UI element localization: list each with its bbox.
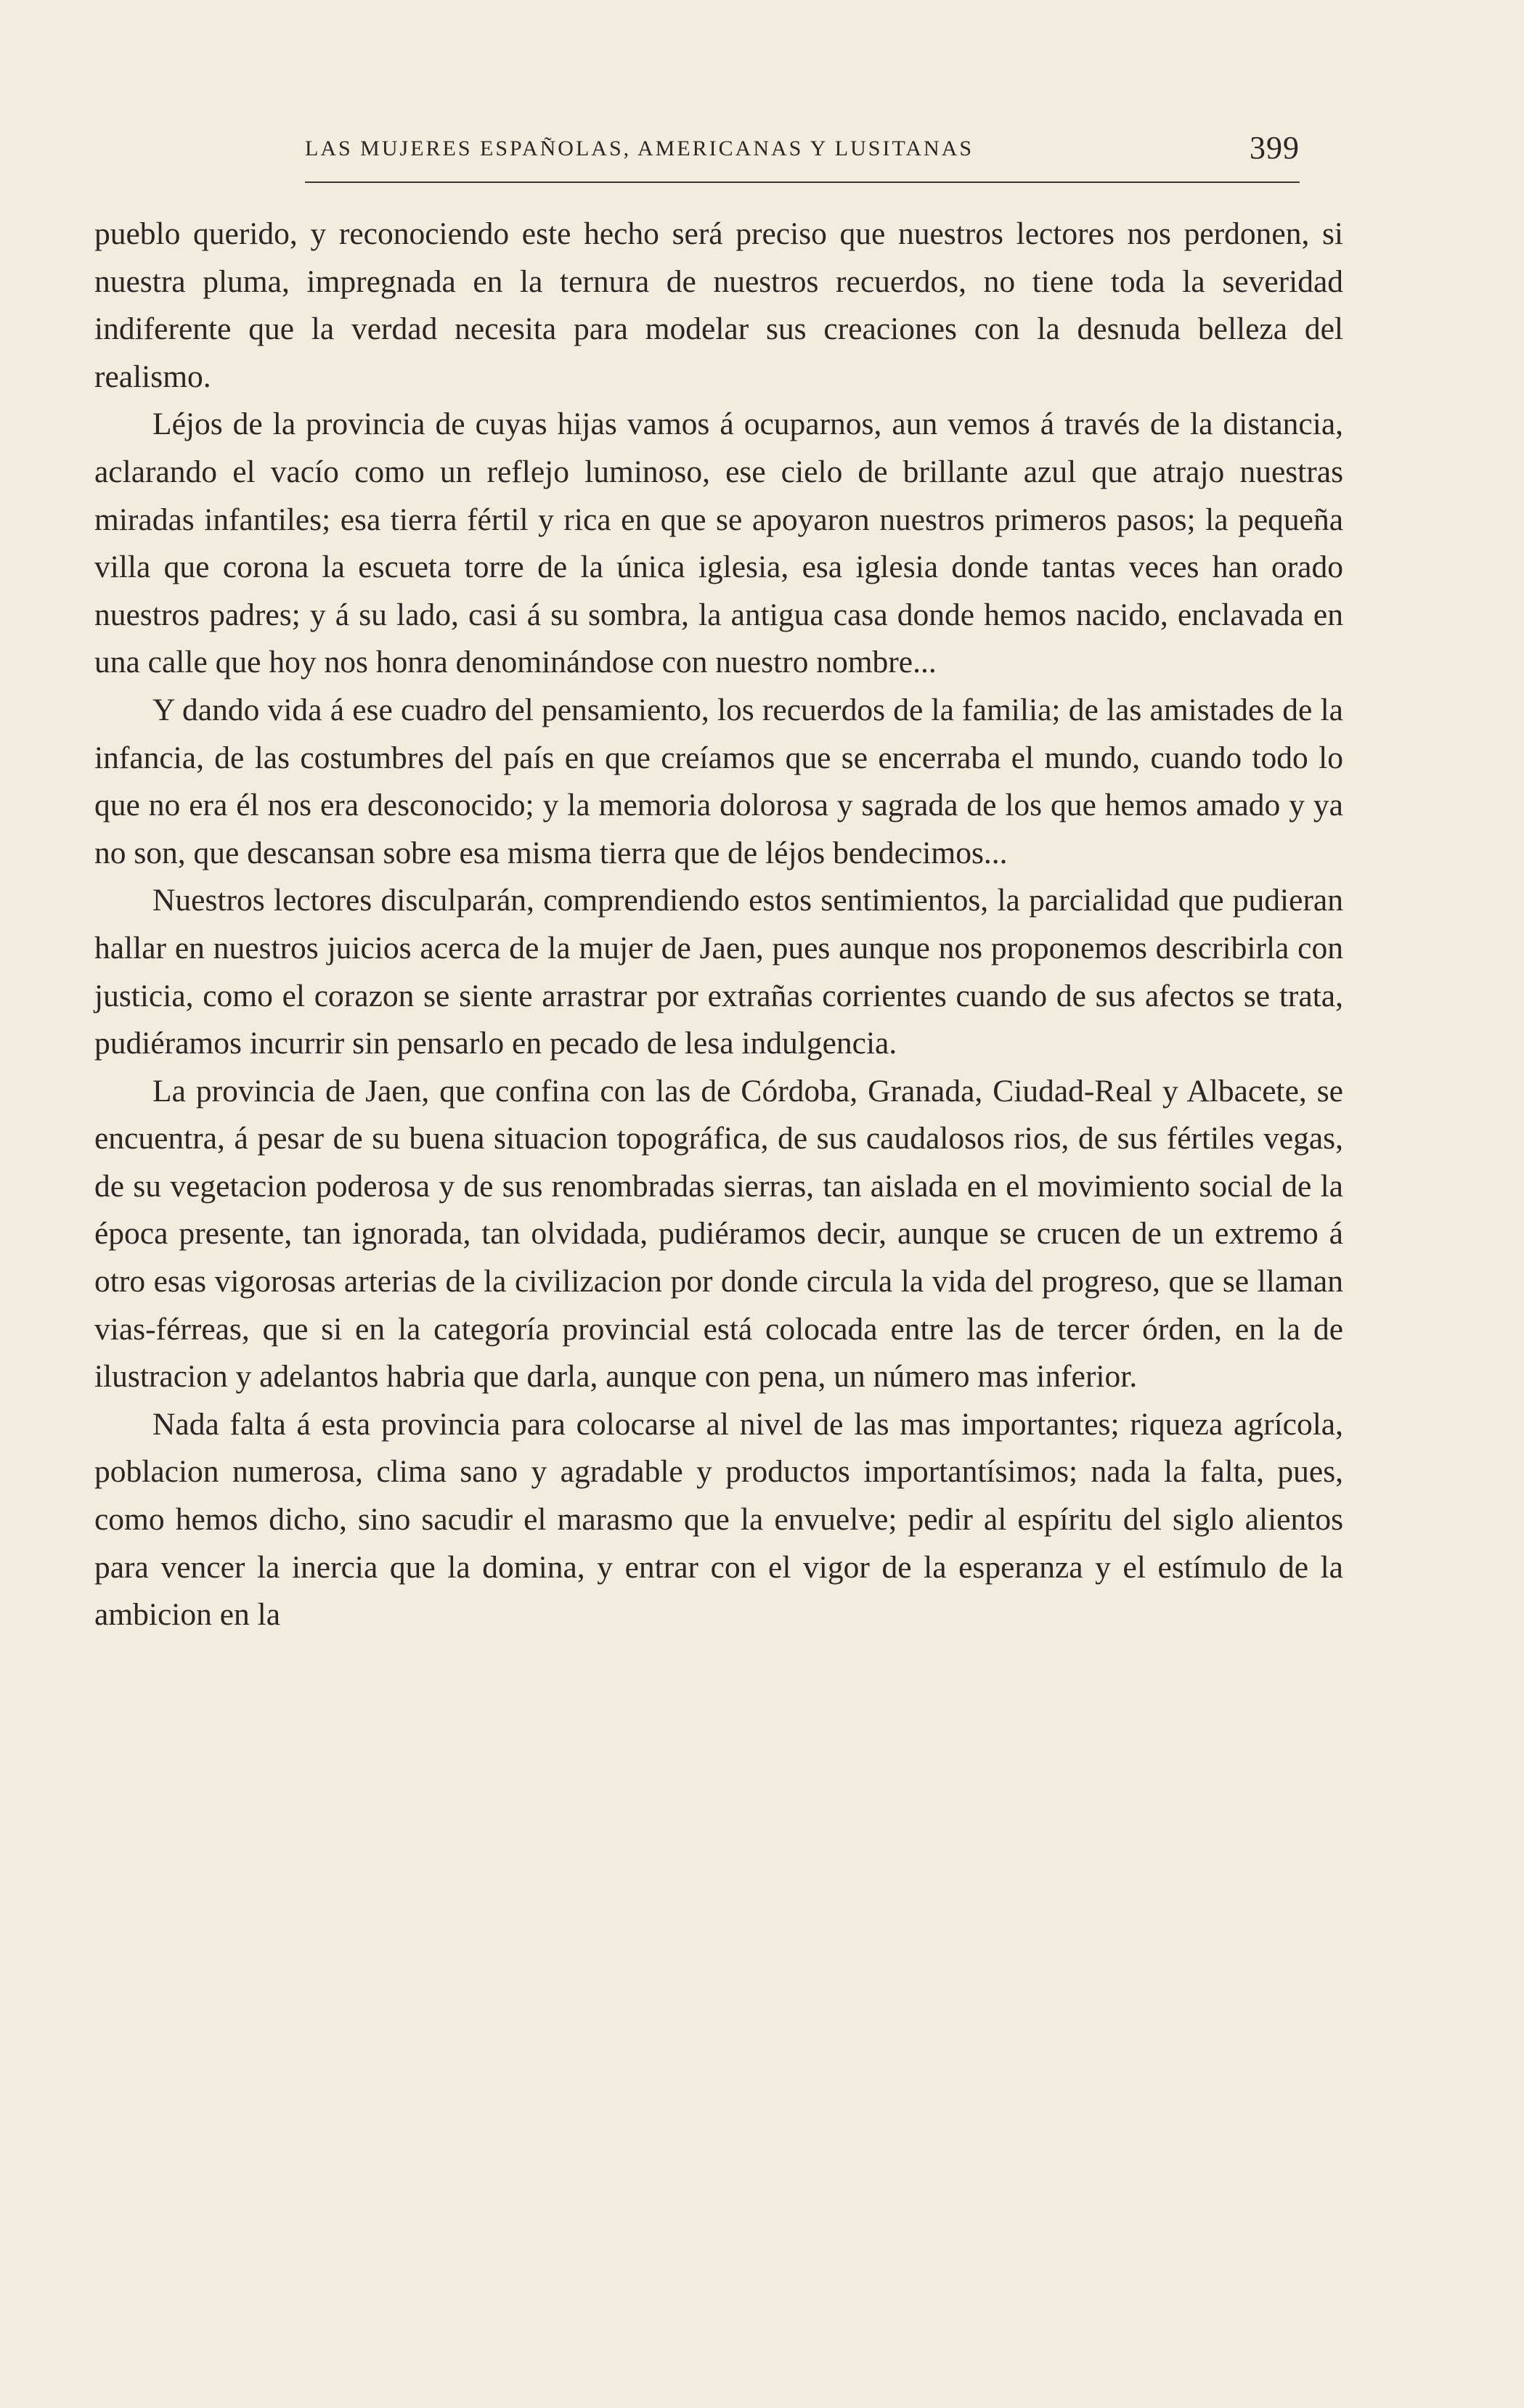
paragraph: La provincia de Jaen, que confina con las de Córdoba, Granada, Ciudad-Real y Albacete, se encuentra, á pesar de su buena situacion topográfica, de sus caudalosos rios, de sus fértiles vegas, de su vegetacion poderosa y de sus renombradas sierras, tan aislada en el movimiento social de la época presente, tan ignorada, tan olvidada, pudiéramos decir, aunque se crucen de un extremo á otro esas vigorosas arterias de la civilizacion por donde circula la vida del progreso, que se llaman vias-férreas, que si en la categoría provincial está colocada entre las de tercer órden, en la de ilustracion y adelantos habria que darla, aunque con pena, un número mas inferior. xyxy=(94,1073,1343,1395)
page-header xyxy=(305,129,1300,183)
body-text xyxy=(94,211,1343,2301)
page-number: 399 xyxy=(1250,130,1300,166)
paragraph: Y dando vida á ese cuadro del pensamiento, los recuerdos de la familia; de las amistades de la infancia, de las costumbres del país en que creíamos que se encerraba el mundo, cuando todo lo que no era él nos era desconocido; y la memoria dolorosa y sagrada de los que hemos amado y ya no son, que descansan sobre esa misma tierra que de léjos bendecimos... xyxy=(94,692,1343,870)
paragraph-continued: pueblo querido, y reconociendo este hecho será preciso que nuestros lectores nos perdonen, si nuestra pluma, impregnada en la ternura de nuestros recuerdos, no tiene toda la severidad indiferente que la verdad necesita para modelar sus creaciones con la desnuda belleza del realismo. xyxy=(94,216,1343,394)
paragraph: Léjos de la provincia de cuyas hijas vamos á ocuparnos, aun vemos á través de la distancia, aclarando el vacío como un reflejo luminoso, ese cielo de brillante azul que atrajo nuestras miradas infantiles; esa tierra fértil y rica en que se apoyaron nuestros primeros pasos; la pequeña villa que corona la escueta torre de la única iglesia, esa iglesia donde tantas veces han orado nuestros padres; y á su lado, casi á su sombra, la antigua casa donde hemos nacido, enclavada en una calle que hoy nos honra denominándose con nuestro nombre... xyxy=(94,407,1343,680)
paragraph: Nuestros lectores disculparán, comprendiendo estos sentimientos, la parcialidad que pudieran hallar en nuestros juicios acerca de la mujer de Jaen, pues aunque nos proponemos describirla con justicia, como el corazon se siente arrastrar por extrañas corrientes cuando de sus afectos se trata, pudiéramos incurrir sin pensarlo en pecado de lesa indulgencia. xyxy=(94,883,1343,1061)
running-title: LAS MUJERES ESPAÑOLAS, AMERICANAS Y LUSITANAS xyxy=(305,136,974,160)
paragraph: Nada falta á esta provincia para colocarse al nivel de las mas importantes; riqueza agrícola, poblacion numerosa, clima sano y agradable y productos importantísimos; nada la falta, pues, como hemos dicho, sino sacudir el marasmo que la envuelve; pedir al espíritu del siglo alientos para vencer la inercia que la domina, y entrar con el vigor de la esperanza y el estímulo de la ambicion en la xyxy=(94,1406,1343,1633)
